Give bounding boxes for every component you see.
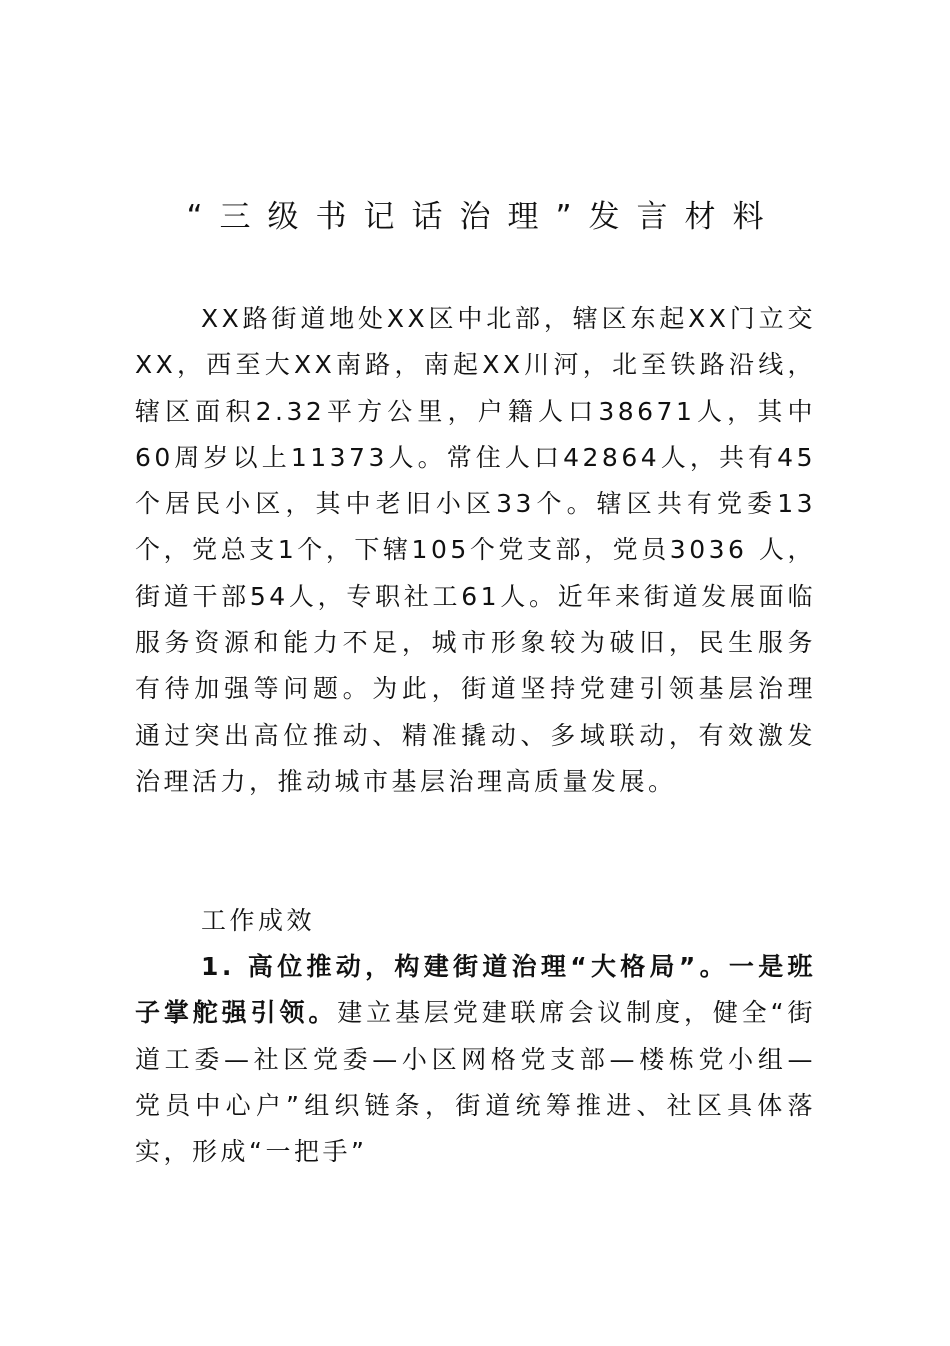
section-1-bold-lead: 1. 高位推动，构建街道治理“大格局”。一是班子掌舵强引领。 [135,952,816,1028]
document-title: “三级书记话治理”发言材料 [186,199,781,235]
section-heading: 工作成效 [201,906,316,935]
intro-paragraph: XX路街道地处XX区中北部，辖区东起XX门立交XX，西至大XX南路，南起XX川河，北至铁路沿线，辖区面积2.32平方公里，户籍人口38671人，其中60周岁以上11373人。常住人口42864人，共有45个居民小区，其中老旧小区33个。辖区共有党委13个，党总支1个，下辖105个党支部，党员3036 人，街道干部54人，专职社工61人。近年来街道发展面临服务资源和能力不足，城市形象较为破旧，民生服务有待加强等问题。为此，街道坚持党建引领基层治理通过突出高位推动、精准撬动、多域联动，有效激发治理活力，推动城市基层治理高质量发展。 [135,304,816,796]
section-1-body-text: 建立基层党建联席会议制度，健全“街道工委—社区党委—小区网格党支部—楼栋党小组—党员中心户”组织链条，街道统筹推进、社区具体落实，形成“一把手” [135,998,816,1167]
section-1-paragraph [135,944,816,1175]
